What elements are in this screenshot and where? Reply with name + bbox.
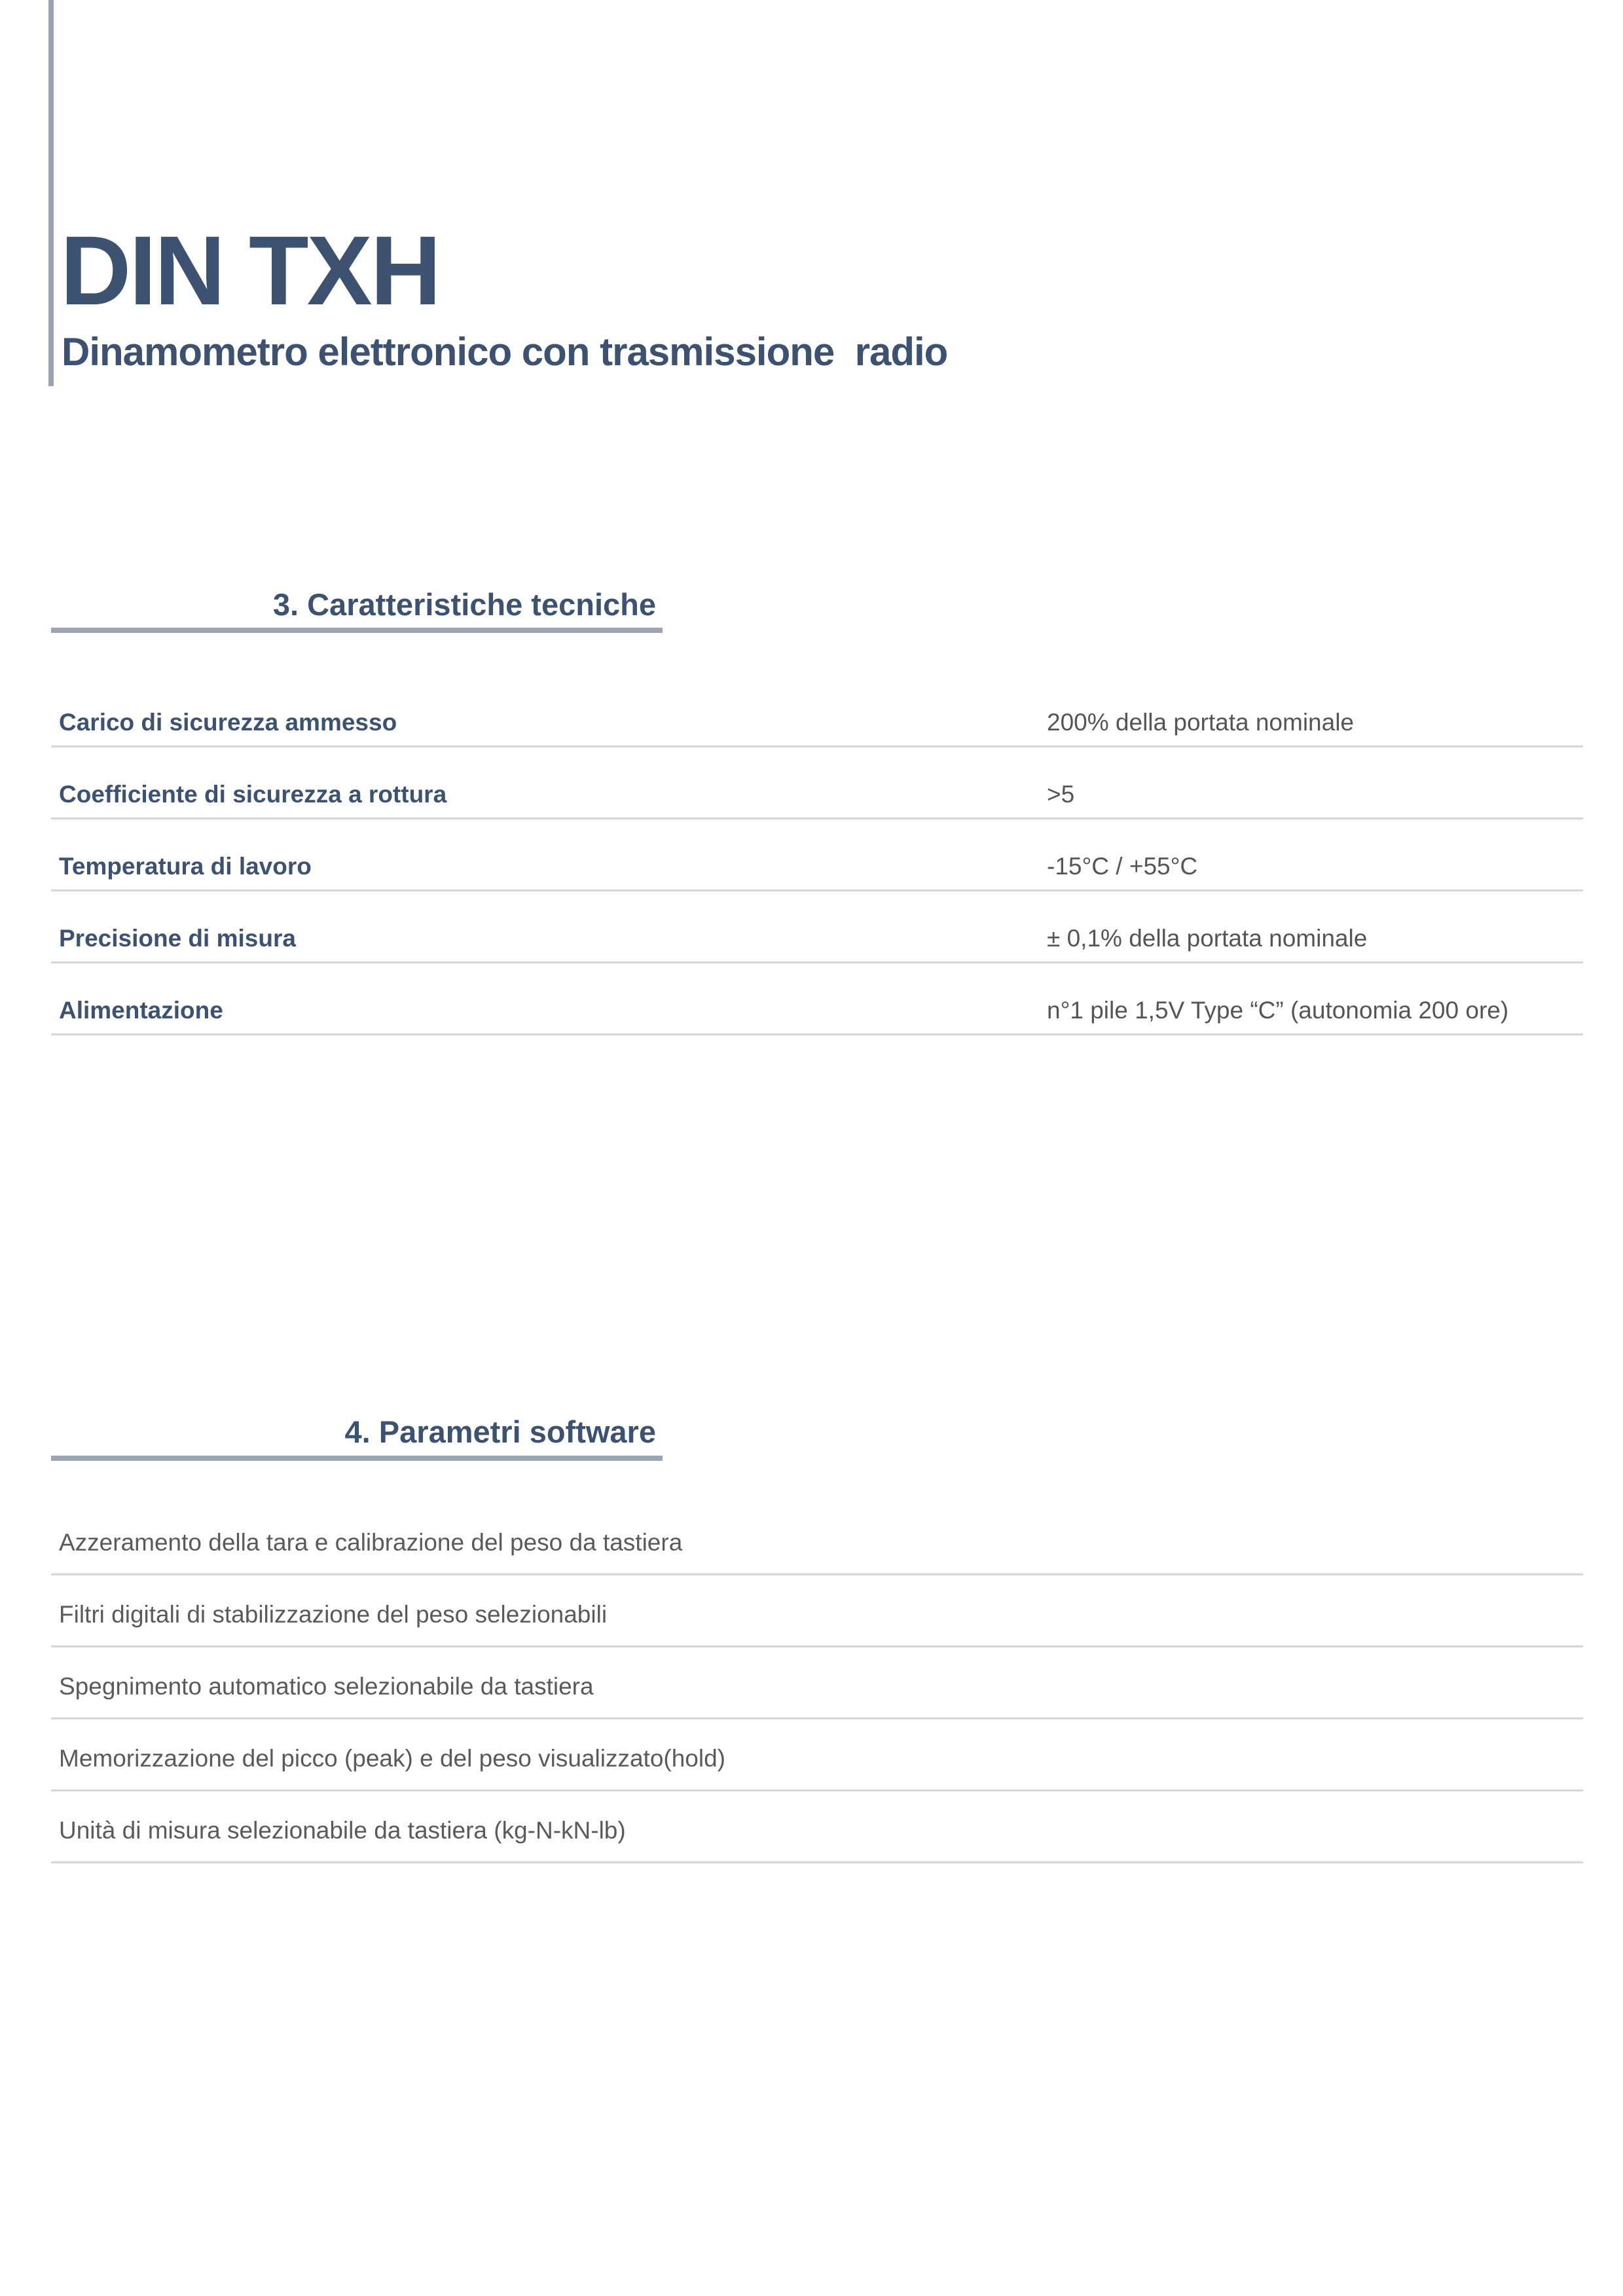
section-rule-software [51,1456,663,1461]
spec-value: >5 [1047,781,1075,808]
param-text: Filtri digitali di stabilizzazione del peso selezionabili [59,1601,608,1628]
section-heading-technical: 3. Caratteristiche tecniche [272,587,656,622]
list-item [51,1719,1583,1791]
spec-value: -15°C / +55°C [1047,853,1198,880]
section-heading-software: 4. Parametri software [344,1414,656,1449]
list-item [51,1575,1583,1647]
param-text: Spegnimento automatico selezionabile da tastiera [59,1673,594,1700]
spec-label: Temperatura di lavoro [59,853,312,880]
left-accent-bar [48,0,54,386]
product-title: DIN TXH [60,215,439,325]
spec-label: Carico di sicurezza ammesso [59,709,397,736]
spec-value: ± 0,1% della portata nominale [1047,925,1368,952]
software-params-list [51,1503,1583,1863]
table-row [51,819,1583,891]
spec-label: Coefficiente di sicurezza a rottura [59,781,447,808]
spec-value: 200% della portata nominale [1047,709,1354,736]
table-row [51,891,1583,963]
product-subtitle: Dinamometro elettronico con trasmissione radio [62,330,948,374]
table-row [51,747,1583,819]
param-text: Unità di misura selezionabile da tastiera (kg-N-kN-lb) [59,1817,626,1844]
section-rule-technical [51,628,663,633]
param-text: Azzeramento della tara e calibrazione del peso da tastiera [59,1529,683,1556]
spec-label: Alimentazione [59,997,223,1024]
spec-value: n°1 pile 1,5V Type “C” (autonomia 200 ore) [1047,997,1509,1024]
spec-label: Precisione di misura [59,925,296,952]
list-item [51,1503,1583,1575]
list-item [51,1647,1583,1719]
table-row [51,963,1583,1035]
table-row [51,675,1583,747]
technical-specs-table [51,675,1583,1035]
list-item [51,1791,1583,1863]
param-text: Memorizzazione del picco (peak) e del peso visualizzato(hold) [59,1745,725,1772]
